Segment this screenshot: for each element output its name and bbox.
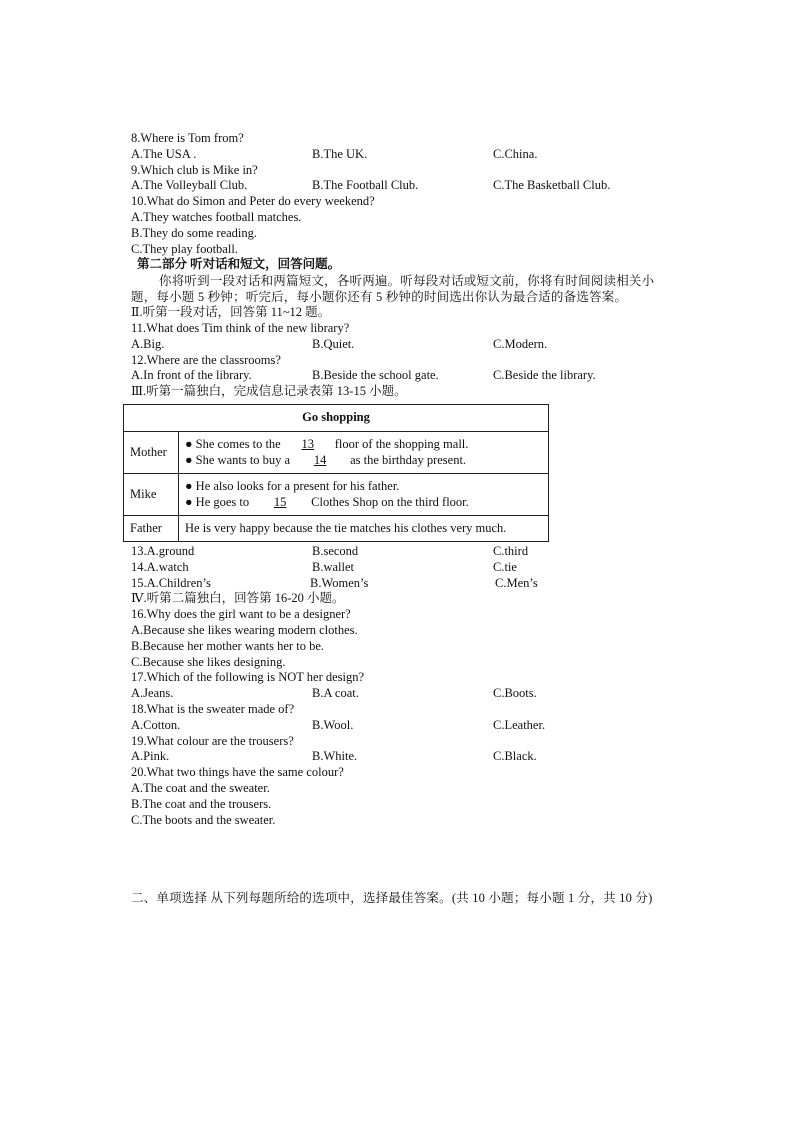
option-c: C.third — [493, 543, 529, 558]
section-two-instructions: 二、单项选择 从下列每题所给的选项中，选择最佳答案。(共 10 小题；每小题 1 分，共 10 分) — [131, 891, 653, 905]
question-17-options — [131, 686, 671, 702]
option-a: A.The coat and the sweater. — [131, 780, 270, 795]
mother-cell — [179, 431, 549, 473]
option-c: C.Boots. — [493, 686, 537, 701]
option-a: A.In front of the library. — [131, 368, 252, 383]
option-a: A.Big. — [131, 336, 165, 351]
question-10: 10.What do Simon and Peter do every weekend? — [131, 194, 375, 209]
question-11-options — [131, 337, 671, 353]
option-c: C.Because she likes designing. — [131, 654, 286, 669]
option-a: 13.A.ground — [131, 543, 195, 558]
mike-line-2: ● He goes to 15 Clothes Shop on the third floor. — [185, 495, 469, 510]
question-12-options — [131, 368, 671, 384]
option-b: B.White. — [312, 749, 358, 764]
option-b: B.The UK. — [312, 146, 368, 161]
section-ii-title: Ⅱ.听第一段对话，回答第 11~12 题。 — [131, 305, 331, 320]
blank-14[interactable]: 14 — [313, 453, 327, 468]
option-b: B.Beside the school gate. — [312, 368, 439, 383]
table-title: Go shopping — [124, 404, 549, 431]
info-table — [123, 404, 549, 542]
mike-line-1: ● He also looks for a present for his father. — [185, 478, 400, 493]
row-label-mike: Mike — [124, 473, 179, 515]
question-9: 9.Which club is Mike in? — [131, 162, 258, 177]
option-c: C.Men’s — [495, 575, 538, 590]
option-b: B.Because her mother wants her to be. — [131, 638, 324, 653]
question-11: 11.What does Tim think of the new library? — [131, 320, 350, 335]
section-iii-title: Ⅲ.听第一篇独白，完成信息记录表第 13-15 小题。 — [131, 384, 407, 399]
option-a: A.Pink. — [131, 749, 170, 764]
question-8: 8.Where is Tom from? — [131, 131, 244, 145]
option-c: C.Black. — [493, 749, 537, 764]
option-a: A.Jeans. — [131, 686, 174, 701]
question-19-options — [131, 749, 671, 765]
exam-page — [131, 131, 671, 828]
father-cell: He is very happy because the tie matches his clothes very much. — [179, 515, 549, 541]
part2-instructions: 你将听到一段对话和两篇短文，各听两遍。听每段对话或短文前，你将有时间阅读相关小题，每小题 5 秒钟；听完后，每小题你还有 5 秒钟的时间选出你认为最合适的备选答案。 — [131, 274, 655, 305]
question-18-options — [131, 718, 671, 734]
option-a: A.Cotton. — [131, 717, 181, 732]
option-c: C.The Basketball Club. — [493, 178, 611, 193]
option-a: 15.A.Children’s — [131, 575, 211, 590]
option-c: C.Beside the library. — [493, 368, 596, 383]
question-17: 17.Which of the following is NOT her design? — [131, 670, 365, 685]
option-a: A.Because she likes wearing modern clothes. — [131, 622, 358, 637]
option-a: A.The Volleyball Club. — [131, 178, 248, 193]
section-iv-title: Ⅳ.听第二篇独白，回答第 16-20 小题。 — [131, 591, 345, 606]
option-a: 14.A.watch — [131, 559, 189, 574]
option-b: B.They do some reading. — [131, 225, 258, 240]
question-13-options — [131, 544, 671, 560]
row-label-father: Father — [124, 515, 179, 541]
option-b: B.second — [312, 543, 359, 558]
option-b: B.The Football Club. — [312, 178, 419, 193]
option-c: C.They play football. — [131, 241, 238, 256]
option-c: C.tie — [493, 559, 517, 574]
row-label-mother: Mother — [124, 431, 179, 473]
question-14-options — [131, 560, 671, 576]
question-9-options — [131, 178, 671, 194]
option-b: B.Wool. — [312, 717, 354, 732]
question-19: 19.What colour are the trousers? — [131, 733, 294, 748]
question-8-options — [131, 147, 671, 163]
question-15-options — [131, 576, 671, 592]
option-c: C.The boots and the sweater. — [131, 812, 276, 827]
question-20: 20.What two things have the same colour? — [131, 765, 344, 780]
option-b: B.wallet — [312, 559, 355, 574]
option-b: B.Women’s — [310, 575, 369, 590]
question-16: 16.Why does the girl want to be a designer? — [131, 607, 351, 622]
option-b: B.The coat and the trousers. — [131, 796, 272, 811]
option-c: C.Leather. — [493, 717, 546, 732]
option-a: A.The USA . — [131, 146, 197, 161]
part2-heading: 第二部分 听对话和短文，回答问题。 — [137, 257, 341, 272]
mother-line-1: ● She comes to the 13 floor of the shopping mall. — [185, 436, 469, 451]
question-18: 18.What is the sweater made of? — [131, 701, 295, 716]
blank-15[interactable]: 15 — [273, 495, 287, 510]
question-12: 12.Where are the classrooms? — [131, 352, 281, 367]
option-b: B.Quiet. — [312, 336, 355, 351]
option-b: B.A coat. — [312, 686, 359, 701]
option-c: C.China. — [493, 146, 538, 161]
option-a: A.They watches football matches. — [131, 209, 302, 224]
blank-13[interactable]: 13 — [301, 436, 314, 451]
option-c: C.Modern. — [493, 336, 548, 351]
mike-cell — [179, 473, 549, 515]
mother-line-2: ● She wants to buy a 14 as the birthday present. — [185, 453, 467, 468]
